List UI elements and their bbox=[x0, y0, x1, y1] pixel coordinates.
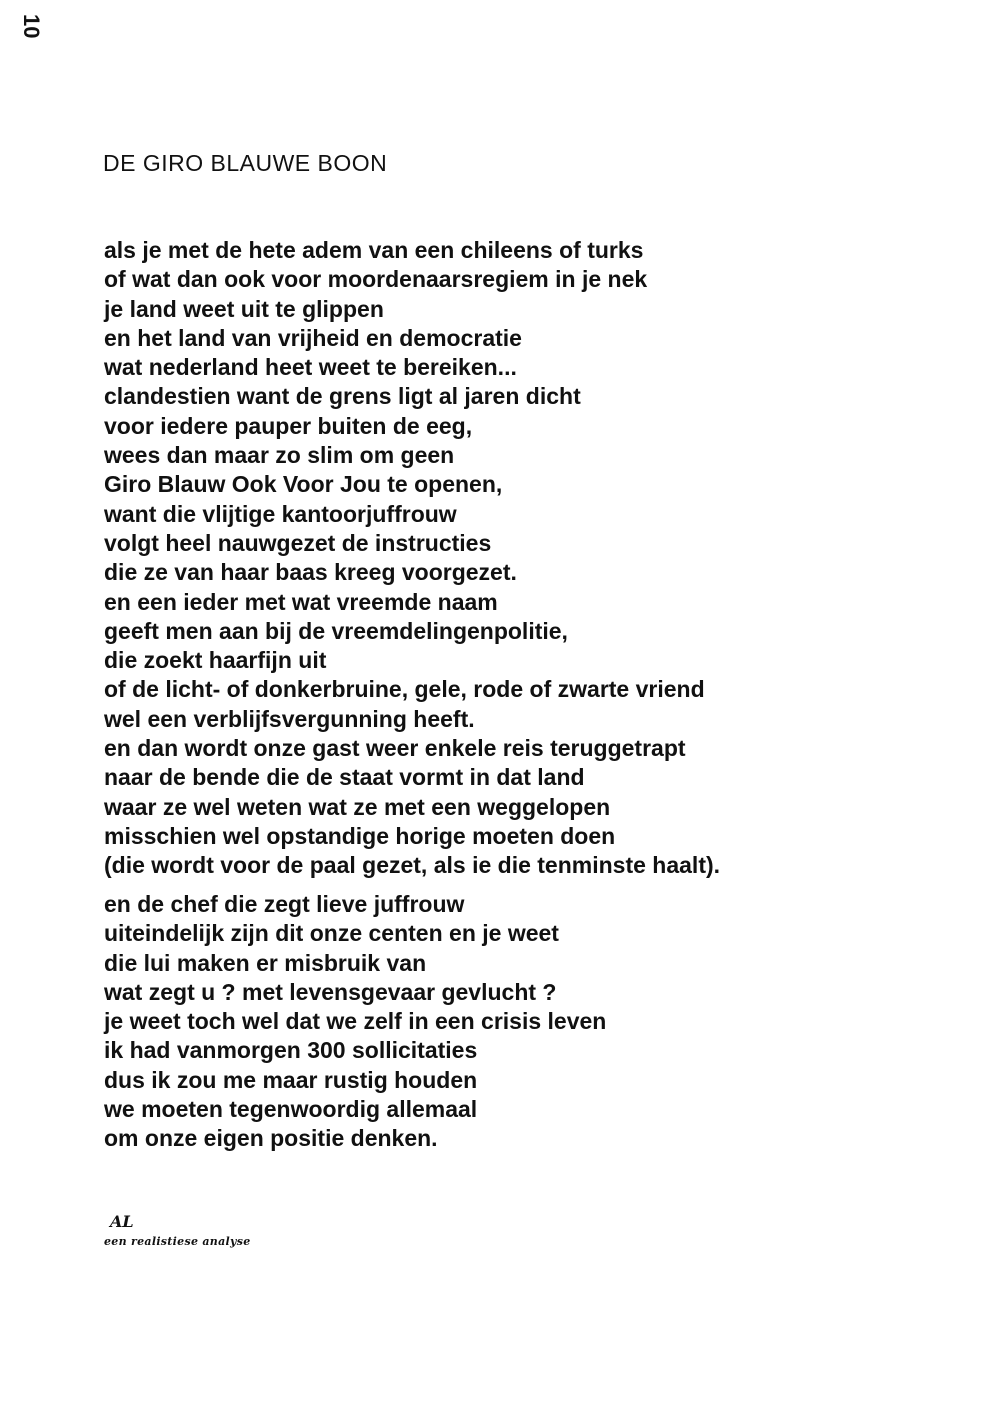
poem-line: of wat dan ook voor moordenaarsregiem in je nek bbox=[104, 266, 648, 293]
poem-line: en dan wordt onze gast weer enkele reis teruggetrapt bbox=[104, 735, 686, 762]
stanza-1 bbox=[104, 236, 720, 881]
poem-line: wees dan maar zo slim om geen bbox=[104, 442, 455, 469]
poem-line: volgt heel nauwgezet de instructies bbox=[104, 529, 492, 556]
poem-line: geeft men aan bij de vreemdelingenpolitie, bbox=[104, 617, 568, 644]
poem-line: want die vlijtige kantoorjuffrouw bbox=[104, 500, 457, 527]
poem-line: die lui maken er misbruik van bbox=[104, 949, 427, 976]
poem-line: die ze van haar baas kreeg voorgezet. bbox=[104, 559, 517, 586]
poem-line: of de licht- of donkerbruine, gele, rode of zwarte vriend bbox=[104, 676, 705, 703]
poem-line: waar ze wel weten wat ze met een weggelopen bbox=[104, 793, 611, 820]
poem-line: we moeten tegenwoordig allemaal bbox=[104, 1096, 478, 1123]
poem-line: en de chef die zegt lieve juffrouw bbox=[104, 891, 465, 917]
poem-line: misschien wel opstandige horige moeten doen bbox=[104, 822, 616, 849]
poem-line: clandestien want de grens ligt al jaren dicht bbox=[104, 383, 581, 410]
signature bbox=[104, 1212, 251, 1248]
poem-line: uiteindelijk zijn dit onze centen en je weet bbox=[104, 920, 559, 947]
poem-line: wat nederland heet weet te bereiken... bbox=[104, 354, 517, 381]
poem-line: wat zegt u ? met levensgevaar gevlucht ? bbox=[104, 978, 557, 1005]
poem-line: ik had vanmorgen 300 sollicitaties bbox=[104, 1037, 478, 1064]
poem-line: (die wordt voor de paal gezet, als ie die tenminste haalt). bbox=[104, 852, 721, 879]
poem-line: als je met de hete adem van een chileens of turks bbox=[104, 237, 644, 263]
poem-line: om onze eigen positie denken. bbox=[104, 1125, 438, 1152]
poem-line: en het land van vrijheid en democratie bbox=[104, 324, 522, 351]
poem-line: Giro Blauw Ook Voor Jou te openen, bbox=[104, 471, 503, 498]
poem-line: voor iedere pauper buiten de eeg, bbox=[104, 412, 473, 439]
stanza-2 bbox=[104, 890, 606, 1154]
poem-line: naar de bende die de staat vormt in dat land bbox=[104, 764, 585, 791]
signature-initials: AL bbox=[110, 1212, 134, 1231]
poem-title: DE GIRO BLAUWE BOON bbox=[103, 150, 388, 176]
poem-line: je land weet uit te glippen bbox=[104, 295, 384, 322]
poem-line: die zoekt haarfijn uit bbox=[104, 647, 327, 674]
signature-text: een realistiese analyse bbox=[104, 1235, 251, 1248]
poem-line: dus ik zou me maar rustig houden bbox=[104, 1066, 478, 1093]
poem-line: je weet toch wel dat we zelf in een crisis leven bbox=[104, 1008, 607, 1035]
poem-line: wel een verblijfsvergunning heeft. bbox=[104, 705, 475, 732]
poem-line: en een ieder met wat vreemde naam bbox=[104, 588, 498, 615]
page-number: 10 bbox=[19, 14, 44, 39]
